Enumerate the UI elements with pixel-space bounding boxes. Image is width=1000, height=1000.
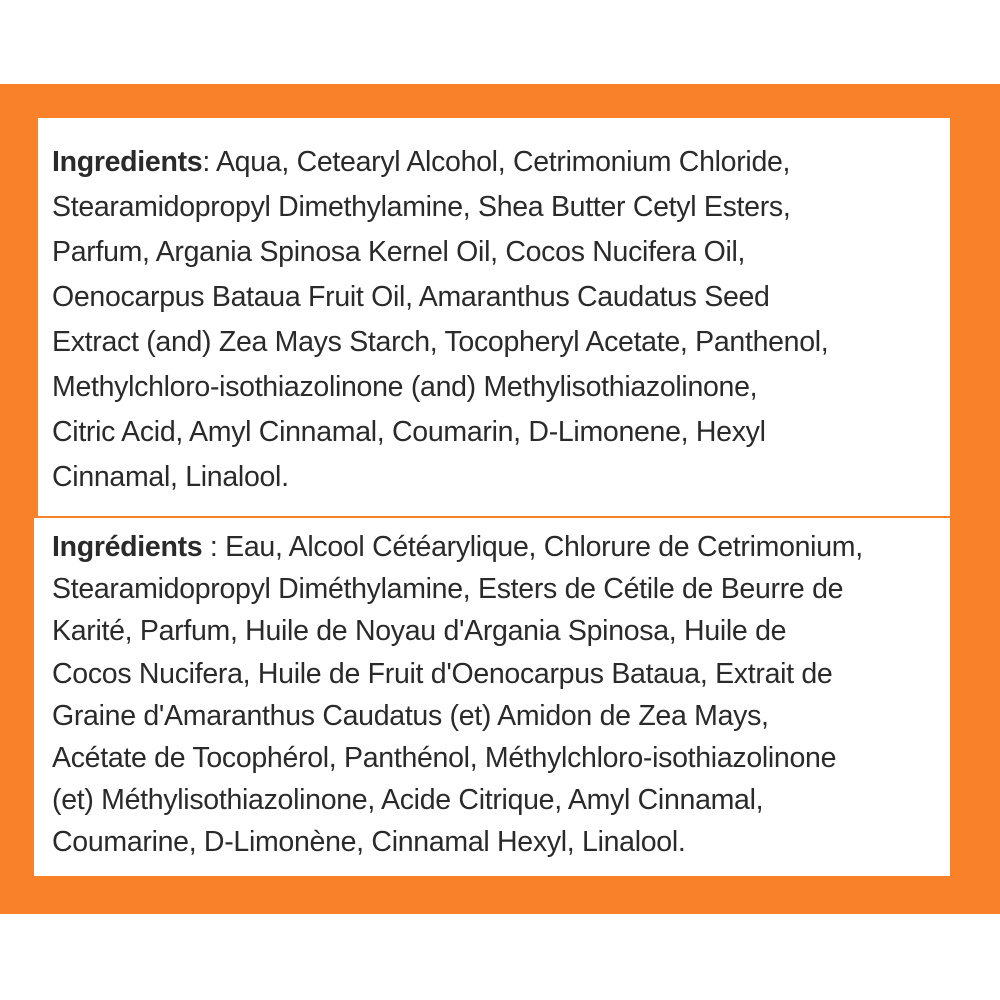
ingredients-text-english: : Aqua, Cetearyl Alcohol, Cetrimonium Chloride, Stearamidopropyl Dimethylamine, Shea Butter Cetyl Esters, Parfum, Argania Spinosa Kernel Oil, Cocos Nucifera Oil, Oenocarpus Bataua Fruit Oil, Amaranthus Caudatus Seed Extract (and) Zea Mays Starch, Tocopheryl Acetate, Panthenol, Methylchloro-isothiazolinone (and) Methylisothiazolinone, Citric Acid, Amyl Cinnamal, Coumarin, D-Limonene, Hexyl Cinnamal, Linalool.	[52, 146, 829, 493]
ingredients-text-french: : Eau, Alcool Cétéarylique, Chlorure de Cetrimonium, Stearamidopropyl Diméthylamine, Esters de Cétile de Beurre de Karité, Parfum, Huile de Noyau d'Argania Spinosa, Huile de Cocos Nucifera, Huile de Fruit d'Oenocarpus Bataua, Extrait de Graine d'Amaranthus Caudatus (et) Amidon de Zea Mays, Acétate de Tocophérol, Panthénol, Méthylchloro-isothiazolinone (et) Méthylisothiazolinone, Acide Citrique, Amyl Cinnamal, Coumarine, D-Limonène, Cinnamal Hexyl, Linalool.	[52, 531, 863, 859]
ingredients-panel-french	[34, 518, 950, 876]
ingredients-panel-english	[38, 118, 950, 516]
ingredients-label-english: Ingredients	[52, 146, 203, 178]
ingredients-label-french: Ingrédients	[52, 531, 203, 563]
